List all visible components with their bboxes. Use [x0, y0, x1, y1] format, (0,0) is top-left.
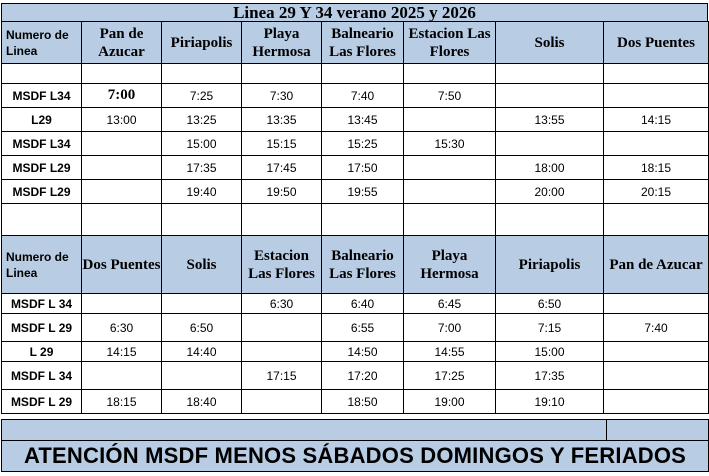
line-number-cell: MSDF L 34 — [2, 362, 82, 390]
table-row — [2, 84, 709, 108]
time-cell: 18:00 — [496, 156, 604, 180]
column-header: Playa Hermosa — [404, 236, 496, 294]
time-cell: 13:25 — [162, 108, 242, 132]
time-cell — [82, 180, 162, 204]
column-header: Balneario Las Flores — [322, 22, 404, 64]
time-cell — [82, 132, 162, 156]
column-header: Piriapolis — [162, 22, 242, 64]
time-cell: 7:00 — [82, 84, 162, 108]
time-cell: 20:00 — [496, 180, 604, 204]
line-number-cell: L29 — [2, 108, 82, 132]
time-cell: 6:30 — [242, 294, 322, 314]
time-cell: 7:30 — [242, 84, 322, 108]
time-cell — [404, 180, 496, 204]
time-cell — [162, 362, 242, 390]
time-cell — [604, 342, 709, 362]
column-header: Balneario Las Flores — [322, 236, 404, 294]
time-cell: 19:10 — [496, 390, 604, 414]
column-header: Playa Hermosa — [242, 22, 322, 64]
line-number-cell: MSDF L29 — [2, 180, 82, 204]
empty-cell — [162, 64, 242, 84]
time-cell: 15:15 — [242, 132, 322, 156]
table-row — [2, 180, 709, 204]
empty-cell — [2, 204, 82, 238]
time-cell — [404, 156, 496, 180]
time-cell: 17:35 — [162, 156, 242, 180]
time-cell: 19:55 — [322, 180, 404, 204]
time-cell: 15:00 — [162, 132, 242, 156]
time-cell: 14:50 — [322, 342, 404, 362]
time-cell: 14:15 — [82, 342, 162, 362]
empty-cell — [2, 64, 82, 84]
time-cell — [604, 294, 709, 314]
footer-table — [1, 419, 709, 472]
time-cell — [242, 390, 322, 414]
time-cell — [604, 362, 709, 390]
empty-cell — [404, 204, 496, 238]
table-row — [2, 132, 709, 156]
column-header: Numero de Linea — [2, 22, 82, 64]
time-cell: 19:50 — [242, 180, 322, 204]
time-cell: 17:50 — [322, 156, 404, 180]
time-cell — [496, 132, 604, 156]
time-cell — [162, 294, 242, 314]
schedule-table-return — [1, 235, 709, 414]
time-cell: 20:15 — [604, 180, 709, 204]
title-table — [1, 3, 708, 23]
line-number-cell: L 29 — [2, 342, 82, 362]
table-row — [2, 314, 709, 342]
time-cell: 7:50 — [404, 84, 496, 108]
time-cell: 18:50 — [322, 390, 404, 414]
table-row — [2, 342, 709, 362]
empty-cell — [242, 64, 322, 84]
time-cell: 15:30 — [404, 132, 496, 156]
time-cell: 7:15 — [496, 314, 604, 342]
time-cell: 17:15 — [242, 362, 322, 390]
time-cell: 17:45 — [242, 156, 322, 180]
time-cell — [82, 294, 162, 314]
time-cell: 14:40 — [162, 342, 242, 362]
line-number-cell: MSDF L 29 — [2, 314, 82, 342]
time-cell: 19:00 — [404, 390, 496, 414]
spacer-cell — [607, 420, 709, 441]
column-header: Pan de Azucar — [604, 236, 709, 294]
time-cell — [82, 156, 162, 180]
empty-cell — [162, 204, 242, 238]
empty-cell — [322, 204, 404, 238]
column-header: Pan de Azucar — [82, 22, 162, 64]
time-cell: 7:40 — [604, 314, 709, 342]
column-header: Dos Puentes — [604, 22, 709, 64]
time-cell: 6:50 — [496, 294, 604, 314]
time-cell: 6:45 — [404, 294, 496, 314]
empty-cell — [604, 204, 709, 238]
time-cell: 19:40 — [162, 180, 242, 204]
table-row — [2, 156, 709, 180]
column-header: Estacion Las Flores — [404, 22, 496, 64]
time-cell — [604, 390, 709, 414]
time-cell: 6:50 — [162, 314, 242, 342]
time-cell: 18:15 — [82, 390, 162, 414]
time-cell: 7:25 — [162, 84, 242, 108]
empty-cell — [496, 204, 604, 238]
column-header: Piriapolis — [496, 236, 604, 294]
table-row — [2, 294, 709, 314]
table-row — [2, 362, 709, 390]
column-header: Estacion Las Flores — [242, 236, 322, 294]
line-number-cell: MSDF L 34 — [2, 294, 82, 314]
empty-cell — [322, 64, 404, 84]
line-number-cell: MSDF L34 — [2, 84, 82, 108]
time-cell: 13:00 — [82, 108, 162, 132]
empty-cell — [404, 64, 496, 84]
empty-cell — [604, 64, 709, 84]
empty-cell — [242, 204, 322, 238]
time-cell: 14:15 — [604, 108, 709, 132]
time-cell: 17:25 — [404, 362, 496, 390]
time-cell: 7:40 — [322, 84, 404, 108]
schedule-title: Linea 29 Y 34 verano 2025 y 2026 — [2, 4, 708, 23]
footer-notice: ATENCIÓN MSDF MENOS SÁBADOS DOMINGOS Y FERIADOS — [2, 441, 709, 472]
time-cell — [242, 314, 322, 342]
line-number-cell: MSDF L34 — [2, 132, 82, 156]
time-cell — [404, 108, 496, 132]
time-cell: 17:20 — [322, 362, 404, 390]
line-number-cell: MSDF L 29 — [2, 390, 82, 414]
time-cell: 13:35 — [242, 108, 322, 132]
time-cell: 17:35 — [496, 362, 604, 390]
time-cell: 15:25 — [322, 132, 404, 156]
schedule-table-outbound — [1, 21, 709, 238]
column-header: Dos Puentes — [82, 236, 162, 294]
table-row — [2, 108, 709, 132]
time-cell — [82, 362, 162, 390]
spacer-row — [2, 420, 607, 441]
time-cell: 15:00 — [496, 342, 604, 362]
time-cell: 6:30 — [82, 314, 162, 342]
empty-cell — [82, 204, 162, 238]
time-cell: 18:15 — [604, 156, 709, 180]
time-cell: 6:55 — [322, 314, 404, 342]
table-row — [2, 390, 709, 414]
column-header: Numero de Linea — [2, 236, 82, 294]
time-cell — [496, 84, 604, 108]
time-cell: 13:55 — [496, 108, 604, 132]
empty-cell — [82, 64, 162, 84]
time-cell: 6:40 — [322, 294, 404, 314]
time-cell: 14:55 — [404, 342, 496, 362]
column-header: Solis — [496, 22, 604, 64]
time-cell — [604, 132, 709, 156]
time-cell: 7:00 — [404, 314, 496, 342]
empty-cell — [496, 64, 604, 84]
time-cell: 13:45 — [322, 108, 404, 132]
line-number-cell: MSDF L29 — [2, 156, 82, 180]
column-header: Solis — [162, 236, 242, 294]
time-cell — [242, 342, 322, 362]
time-cell — [604, 84, 709, 108]
time-cell: 18:40 — [162, 390, 242, 414]
